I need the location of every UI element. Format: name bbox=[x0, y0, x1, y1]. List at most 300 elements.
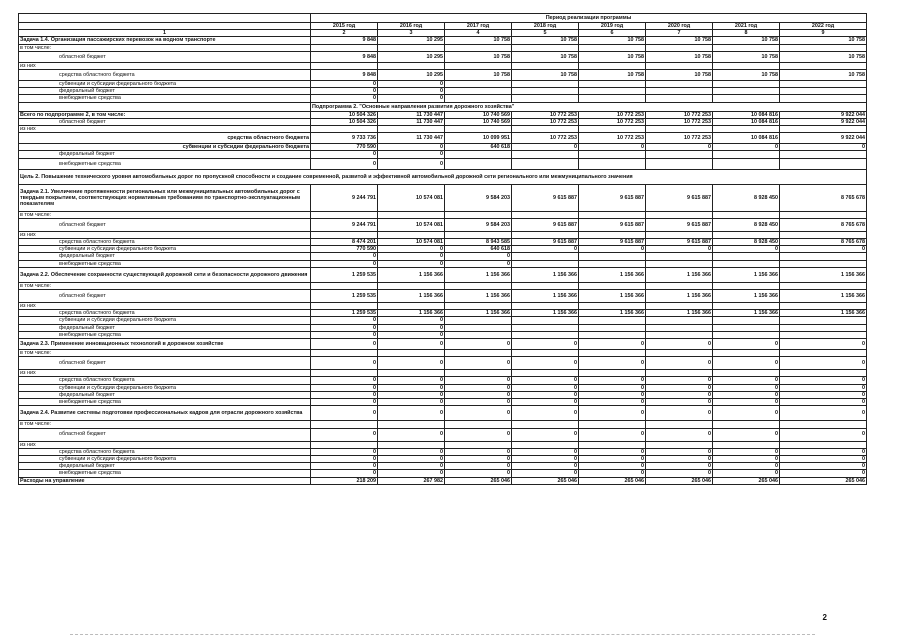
value-cell bbox=[378, 421, 445, 428]
value-cell: 0 bbox=[378, 95, 445, 102]
value-cell: 11 730 447 bbox=[378, 111, 445, 118]
value-cell bbox=[579, 282, 646, 289]
value-cell bbox=[780, 88, 867, 95]
value-cell: 0 bbox=[646, 391, 713, 398]
table-row bbox=[19, 391, 867, 398]
value-cell: 0 bbox=[311, 339, 378, 350]
value-cell: 8 943 585 bbox=[445, 239, 512, 246]
value-cell bbox=[378, 62, 445, 69]
row-label: внебюджетные средства bbox=[19, 95, 311, 102]
table-row bbox=[19, 151, 867, 158]
value-cell bbox=[713, 88, 780, 95]
value-cell: 10 758 bbox=[512, 37, 579, 44]
value-cell: 10 758 bbox=[579, 37, 646, 44]
value-cell: 1 156 366 bbox=[646, 267, 713, 282]
value-cell: 0 bbox=[512, 428, 579, 441]
value-cell: 0 bbox=[780, 144, 867, 151]
value-cell: 9 848 bbox=[311, 70, 378, 81]
row-label: в том числе: bbox=[19, 44, 311, 51]
value-cell bbox=[713, 317, 780, 324]
value-cell: 1 156 366 bbox=[646, 290, 713, 303]
value-cell: 0 bbox=[445, 339, 512, 350]
value-cell: 8 765 678 bbox=[780, 184, 867, 211]
row-label: субвенции и субсидии федерального бюджета bbox=[19, 455, 311, 462]
value-cell bbox=[646, 81, 713, 88]
value-cell: 10 772 253 bbox=[646, 118, 713, 125]
value-cell: 9 922 044 bbox=[780, 133, 867, 144]
value-cell: 265 046 bbox=[713, 477, 780, 484]
value-cell bbox=[311, 282, 378, 289]
value-cell: 10 084 816 bbox=[713, 118, 780, 125]
table-row bbox=[19, 303, 867, 310]
value-cell: 0 bbox=[378, 399, 445, 406]
value-cell: 9 615 887 bbox=[512, 184, 579, 211]
value-cell: 10 295 bbox=[378, 51, 445, 62]
value-cell: 0 bbox=[378, 339, 445, 350]
value-cell bbox=[713, 331, 780, 338]
value-cell bbox=[445, 88, 512, 95]
value-cell: 0 bbox=[311, 399, 378, 406]
value-cell: 0 bbox=[378, 260, 445, 267]
value-cell: 0 bbox=[311, 88, 378, 95]
value-cell bbox=[445, 282, 512, 289]
row-label: внебюджетные средства bbox=[19, 331, 311, 338]
value-cell bbox=[646, 62, 713, 69]
value-cell bbox=[512, 324, 579, 331]
value-cell bbox=[512, 44, 579, 51]
value-cell: 0 bbox=[780, 384, 867, 391]
value-cell bbox=[646, 44, 713, 51]
value-cell: 9 615 887 bbox=[646, 239, 713, 246]
value-cell: 10 772 253 bbox=[646, 111, 713, 118]
value-cell bbox=[780, 421, 867, 428]
table-row bbox=[19, 118, 867, 125]
value-cell: 0 bbox=[646, 377, 713, 384]
value-cell bbox=[646, 95, 713, 102]
value-cell: 1 156 366 bbox=[646, 310, 713, 317]
value-cell bbox=[579, 441, 646, 448]
row-label: средства областного бюджета bbox=[19, 448, 311, 455]
table-row bbox=[19, 62, 867, 69]
value-cell bbox=[512, 350, 579, 357]
value-cell: 0 bbox=[512, 339, 579, 350]
value-cell bbox=[780, 211, 867, 218]
value-cell: 9 244 791 bbox=[311, 184, 378, 211]
value-cell: 10 758 bbox=[780, 37, 867, 44]
value-cell: 0 bbox=[713, 399, 780, 406]
value-cell bbox=[579, 370, 646, 377]
value-cell: 0 bbox=[378, 357, 445, 370]
value-cell: 10 758 bbox=[780, 51, 867, 62]
value-cell: 0 bbox=[646, 463, 713, 470]
value-cell: 8 928 450 bbox=[713, 218, 780, 231]
value-cell: 0 bbox=[713, 470, 780, 477]
value-cell: 0 bbox=[713, 455, 780, 462]
table-row bbox=[19, 231, 867, 238]
table-row bbox=[19, 218, 867, 231]
value-cell: 0 bbox=[378, 391, 445, 398]
value-cell bbox=[378, 211, 445, 218]
row-label: средства областного бюджета bbox=[19, 310, 311, 317]
value-cell: 0 bbox=[512, 391, 579, 398]
value-cell bbox=[780, 231, 867, 238]
value-cell: 0 bbox=[378, 324, 445, 331]
table-row bbox=[19, 463, 867, 470]
value-cell: 0 bbox=[713, 391, 780, 398]
value-cell: 770 590 bbox=[311, 144, 378, 151]
table-row bbox=[19, 428, 867, 441]
value-cell: 1 156 366 bbox=[378, 267, 445, 282]
table-row bbox=[19, 317, 867, 324]
value-cell: 10 084 816 bbox=[713, 133, 780, 144]
value-cell bbox=[646, 282, 713, 289]
value-cell: 0 bbox=[713, 339, 780, 350]
value-cell: 640 618 bbox=[445, 144, 512, 151]
value-cell: 10 295 bbox=[378, 37, 445, 44]
value-cell: 0 bbox=[445, 428, 512, 441]
value-cell: 0 bbox=[780, 406, 867, 421]
value-cell: 1 259 535 bbox=[311, 310, 378, 317]
row-label: из них bbox=[19, 231, 311, 238]
value-cell: 0 bbox=[646, 246, 713, 253]
value-cell bbox=[445, 158, 512, 169]
column-number: 6 bbox=[579, 30, 646, 37]
value-cell: 0 bbox=[445, 377, 512, 384]
value-cell bbox=[646, 324, 713, 331]
value-cell: 0 bbox=[378, 470, 445, 477]
value-cell: 0 bbox=[311, 448, 378, 455]
value-cell bbox=[780, 158, 867, 169]
value-cell bbox=[378, 350, 445, 357]
value-cell bbox=[311, 231, 378, 238]
value-cell: 0 bbox=[445, 463, 512, 470]
value-cell bbox=[780, 44, 867, 51]
value-cell: 1 156 366 bbox=[445, 267, 512, 282]
value-cell: 10 295 bbox=[378, 70, 445, 81]
year-header: 2015 год bbox=[311, 23, 378, 30]
value-cell: 9 615 887 bbox=[646, 218, 713, 231]
value-cell: 265 046 bbox=[780, 477, 867, 484]
value-cell bbox=[512, 253, 579, 260]
value-cell bbox=[579, 350, 646, 357]
value-cell: 0 bbox=[713, 428, 780, 441]
value-cell bbox=[579, 158, 646, 169]
value-cell: 0 bbox=[378, 406, 445, 421]
value-cell bbox=[579, 421, 646, 428]
value-cell: 10 504 326 bbox=[311, 118, 378, 125]
value-cell bbox=[780, 282, 867, 289]
value-cell: 10 772 253 bbox=[579, 118, 646, 125]
value-cell bbox=[512, 370, 579, 377]
year-header: 2016 год bbox=[378, 23, 445, 30]
column-number: 5 bbox=[512, 30, 579, 37]
value-cell bbox=[311, 421, 378, 428]
value-cell: 1 156 366 bbox=[579, 310, 646, 317]
row-label: Задача 2.2. Обеспечение сохранности существующей дорожной сети и безопасности дорожного движения bbox=[19, 267, 311, 282]
value-cell: 0 bbox=[780, 448, 867, 455]
value-cell: 0 bbox=[311, 158, 378, 169]
value-cell: 9 584 203 bbox=[445, 218, 512, 231]
value-cell: 0 bbox=[445, 406, 512, 421]
value-cell bbox=[445, 231, 512, 238]
header-empty-cell bbox=[19, 23, 311, 30]
value-cell: 9 733 736 bbox=[311, 133, 378, 144]
year-header: 2022 год bbox=[780, 23, 867, 30]
table-row bbox=[19, 324, 867, 331]
year-header: 2020 год bbox=[646, 23, 713, 30]
value-cell: 10 099 951 bbox=[445, 133, 512, 144]
value-cell bbox=[646, 350, 713, 357]
value-cell: 0 bbox=[780, 391, 867, 398]
value-cell: 267 982 bbox=[378, 477, 445, 484]
value-cell bbox=[713, 260, 780, 267]
value-cell bbox=[646, 303, 713, 310]
value-cell bbox=[646, 158, 713, 169]
year-header: 2017 год bbox=[445, 23, 512, 30]
value-cell: 1 156 366 bbox=[713, 310, 780, 317]
value-cell: 265 046 bbox=[646, 477, 713, 484]
value-cell: 9 615 887 bbox=[579, 184, 646, 211]
value-cell bbox=[512, 126, 579, 133]
value-cell: 10 574 081 bbox=[378, 218, 445, 231]
budget-table-sheet bbox=[18, 13, 866, 485]
value-cell: 0 bbox=[512, 399, 579, 406]
table-row bbox=[19, 455, 867, 462]
value-cell: 0 bbox=[713, 246, 780, 253]
value-cell: 0 bbox=[311, 317, 378, 324]
section-blank-cell bbox=[19, 102, 311, 111]
value-cell: 0 bbox=[512, 246, 579, 253]
value-cell: 0 bbox=[780, 399, 867, 406]
table-row bbox=[19, 290, 867, 303]
row-label: Расходы на управление bbox=[19, 477, 311, 484]
subprogram-title: Подпрограмма 2. "Основные направления развития дорожного хозяйства" bbox=[311, 102, 867, 111]
value-cell bbox=[713, 303, 780, 310]
table-row bbox=[19, 470, 867, 477]
value-cell bbox=[713, 95, 780, 102]
value-cell: 1 156 366 bbox=[780, 267, 867, 282]
value-cell: 10 772 253 bbox=[579, 133, 646, 144]
row-label: средства областного бюджета bbox=[19, 377, 311, 384]
row-label: Задача 2.1. Увеличение протяженности региональных или межмуниципальных автомобильных дорог с твердым покрытием, соответствующих нормативным требованиям по транспортно-эксплуатационным показателям bbox=[19, 184, 311, 211]
value-cell bbox=[646, 88, 713, 95]
row-label: средства областного бюджета bbox=[19, 239, 311, 246]
table-row bbox=[19, 384, 867, 391]
value-cell: 10 772 253 bbox=[512, 111, 579, 118]
row-label: из них bbox=[19, 126, 311, 133]
value-cell bbox=[646, 260, 713, 267]
value-cell: 0 bbox=[579, 357, 646, 370]
value-cell: 0 bbox=[579, 428, 646, 441]
value-cell: 0 bbox=[646, 357, 713, 370]
value-cell: 0 bbox=[445, 391, 512, 398]
value-cell: 0 bbox=[445, 384, 512, 391]
value-cell bbox=[713, 126, 780, 133]
table-row bbox=[19, 88, 867, 95]
value-cell: 10 758 bbox=[579, 70, 646, 81]
value-cell bbox=[579, 253, 646, 260]
row-label: в том числе: bbox=[19, 421, 311, 428]
value-cell: 0 bbox=[445, 455, 512, 462]
row-label: внебюджетные средства bbox=[19, 470, 311, 477]
table-row bbox=[19, 246, 867, 253]
value-cell: 0 bbox=[780, 463, 867, 470]
table-row bbox=[19, 169, 867, 184]
value-cell bbox=[311, 303, 378, 310]
value-cell: 1 156 366 bbox=[780, 310, 867, 317]
table-row bbox=[19, 377, 867, 384]
table-row bbox=[19, 111, 867, 118]
row-label: федеральный бюджет bbox=[19, 463, 311, 470]
row-label: областной бюджет bbox=[19, 290, 311, 303]
value-cell bbox=[512, 158, 579, 169]
value-cell: 10 504 326 bbox=[311, 111, 378, 118]
row-label: областной бюджет bbox=[19, 218, 311, 231]
value-cell: 1 156 366 bbox=[780, 290, 867, 303]
value-cell: 0 bbox=[378, 81, 445, 88]
value-cell: 0 bbox=[311, 428, 378, 441]
value-cell: 0 bbox=[780, 339, 867, 350]
value-cell bbox=[780, 253, 867, 260]
value-cell: 0 bbox=[311, 324, 378, 331]
table-row bbox=[19, 253, 867, 260]
value-cell: 10 758 bbox=[445, 37, 512, 44]
table-row bbox=[19, 44, 867, 51]
value-cell: 9 848 bbox=[311, 51, 378, 62]
value-cell bbox=[512, 211, 579, 218]
value-cell bbox=[445, 303, 512, 310]
value-cell: 0 bbox=[579, 246, 646, 253]
row-label: субвенции и субсидии федерального бюджета bbox=[19, 384, 311, 391]
value-cell: 0 bbox=[378, 253, 445, 260]
value-cell: 1 156 366 bbox=[378, 310, 445, 317]
value-cell: 10 772 253 bbox=[512, 118, 579, 125]
row-label: федеральный бюджет bbox=[19, 88, 311, 95]
value-cell bbox=[780, 324, 867, 331]
value-cell: 11 730 447 bbox=[378, 133, 445, 144]
value-cell bbox=[713, 441, 780, 448]
value-cell: 9 922 044 bbox=[780, 111, 867, 118]
value-cell bbox=[512, 441, 579, 448]
value-cell: 10 758 bbox=[713, 51, 780, 62]
value-cell: 1 156 366 bbox=[445, 290, 512, 303]
value-cell bbox=[579, 95, 646, 102]
value-cell: 0 bbox=[780, 455, 867, 462]
row-label: средства областного бюджета bbox=[19, 133, 311, 144]
value-cell bbox=[713, 350, 780, 357]
value-cell bbox=[713, 81, 780, 88]
value-cell bbox=[378, 44, 445, 51]
value-cell: 0 bbox=[378, 384, 445, 391]
period-title: Период реализации программы bbox=[311, 14, 867, 23]
value-cell bbox=[445, 151, 512, 158]
value-cell: 0 bbox=[713, 357, 780, 370]
table-row bbox=[19, 126, 867, 133]
value-cell: 0 bbox=[512, 463, 579, 470]
value-cell: 0 bbox=[445, 470, 512, 477]
value-cell: 10 758 bbox=[713, 37, 780, 44]
row-label: в том числе: bbox=[19, 282, 311, 289]
value-cell: 0 bbox=[378, 317, 445, 324]
value-cell: 0 bbox=[579, 406, 646, 421]
value-cell bbox=[311, 126, 378, 133]
value-cell bbox=[713, 282, 780, 289]
value-cell: 9 848 bbox=[311, 37, 378, 44]
value-cell: 0 bbox=[646, 384, 713, 391]
value-cell bbox=[646, 231, 713, 238]
value-cell: 0 bbox=[378, 151, 445, 158]
value-cell: 8 765 678 bbox=[780, 239, 867, 246]
value-cell: 0 bbox=[445, 399, 512, 406]
value-cell bbox=[780, 81, 867, 88]
value-cell bbox=[311, 350, 378, 357]
value-cell: 0 bbox=[311, 331, 378, 338]
value-cell: 8 928 450 bbox=[713, 184, 780, 211]
value-cell: 0 bbox=[579, 448, 646, 455]
table-row bbox=[19, 95, 867, 102]
value-cell bbox=[579, 331, 646, 338]
value-cell bbox=[646, 253, 713, 260]
value-cell: 0 bbox=[378, 455, 445, 462]
table-row bbox=[19, 339, 867, 350]
year-header: 2018 год bbox=[512, 23, 579, 30]
value-cell: 0 bbox=[512, 455, 579, 462]
row-label: областной бюджет bbox=[19, 357, 311, 370]
value-cell: 265 046 bbox=[445, 477, 512, 484]
table-row bbox=[19, 260, 867, 267]
value-cell: 8 474 201 bbox=[311, 239, 378, 246]
value-cell: 0 bbox=[579, 377, 646, 384]
value-cell bbox=[780, 303, 867, 310]
value-cell bbox=[579, 81, 646, 88]
budget-table bbox=[18, 13, 867, 485]
value-cell bbox=[512, 282, 579, 289]
value-cell: 0 bbox=[780, 246, 867, 253]
value-cell: 0 bbox=[646, 406, 713, 421]
value-cell bbox=[512, 62, 579, 69]
table-row bbox=[19, 310, 867, 317]
value-cell: 10 758 bbox=[646, 51, 713, 62]
value-cell: 0 bbox=[512, 377, 579, 384]
value-cell: 10 758 bbox=[512, 70, 579, 81]
table-row bbox=[19, 357, 867, 370]
value-cell bbox=[445, 331, 512, 338]
value-cell bbox=[713, 211, 780, 218]
value-cell: 0 bbox=[445, 448, 512, 455]
value-cell: 0 bbox=[311, 391, 378, 398]
value-cell bbox=[646, 317, 713, 324]
value-cell bbox=[445, 95, 512, 102]
value-cell: 9 615 887 bbox=[579, 239, 646, 246]
row-label: Задача 2.4. Развитие системы подготовки профессиональных кадров для отрасли дорожного хозяйства bbox=[19, 406, 311, 421]
value-cell bbox=[579, 151, 646, 158]
table-row bbox=[19, 331, 867, 338]
row-label: субвенции и субсидии федерального бюджета bbox=[19, 246, 311, 253]
row-label: из них bbox=[19, 303, 311, 310]
value-cell: 0 bbox=[646, 399, 713, 406]
value-cell: 10 758 bbox=[780, 70, 867, 81]
value-cell: 0 bbox=[713, 448, 780, 455]
value-cell bbox=[646, 126, 713, 133]
value-cell: 1 259 535 bbox=[311, 290, 378, 303]
value-cell: 1 156 366 bbox=[378, 290, 445, 303]
value-cell: 770 590 bbox=[311, 246, 378, 253]
value-cell: 0 bbox=[579, 384, 646, 391]
row-label: субвенции и субсидии федерального бюджета bbox=[19, 144, 311, 151]
value-cell bbox=[378, 231, 445, 238]
row-label: внебюджетные средства bbox=[19, 158, 311, 169]
value-cell bbox=[311, 370, 378, 377]
